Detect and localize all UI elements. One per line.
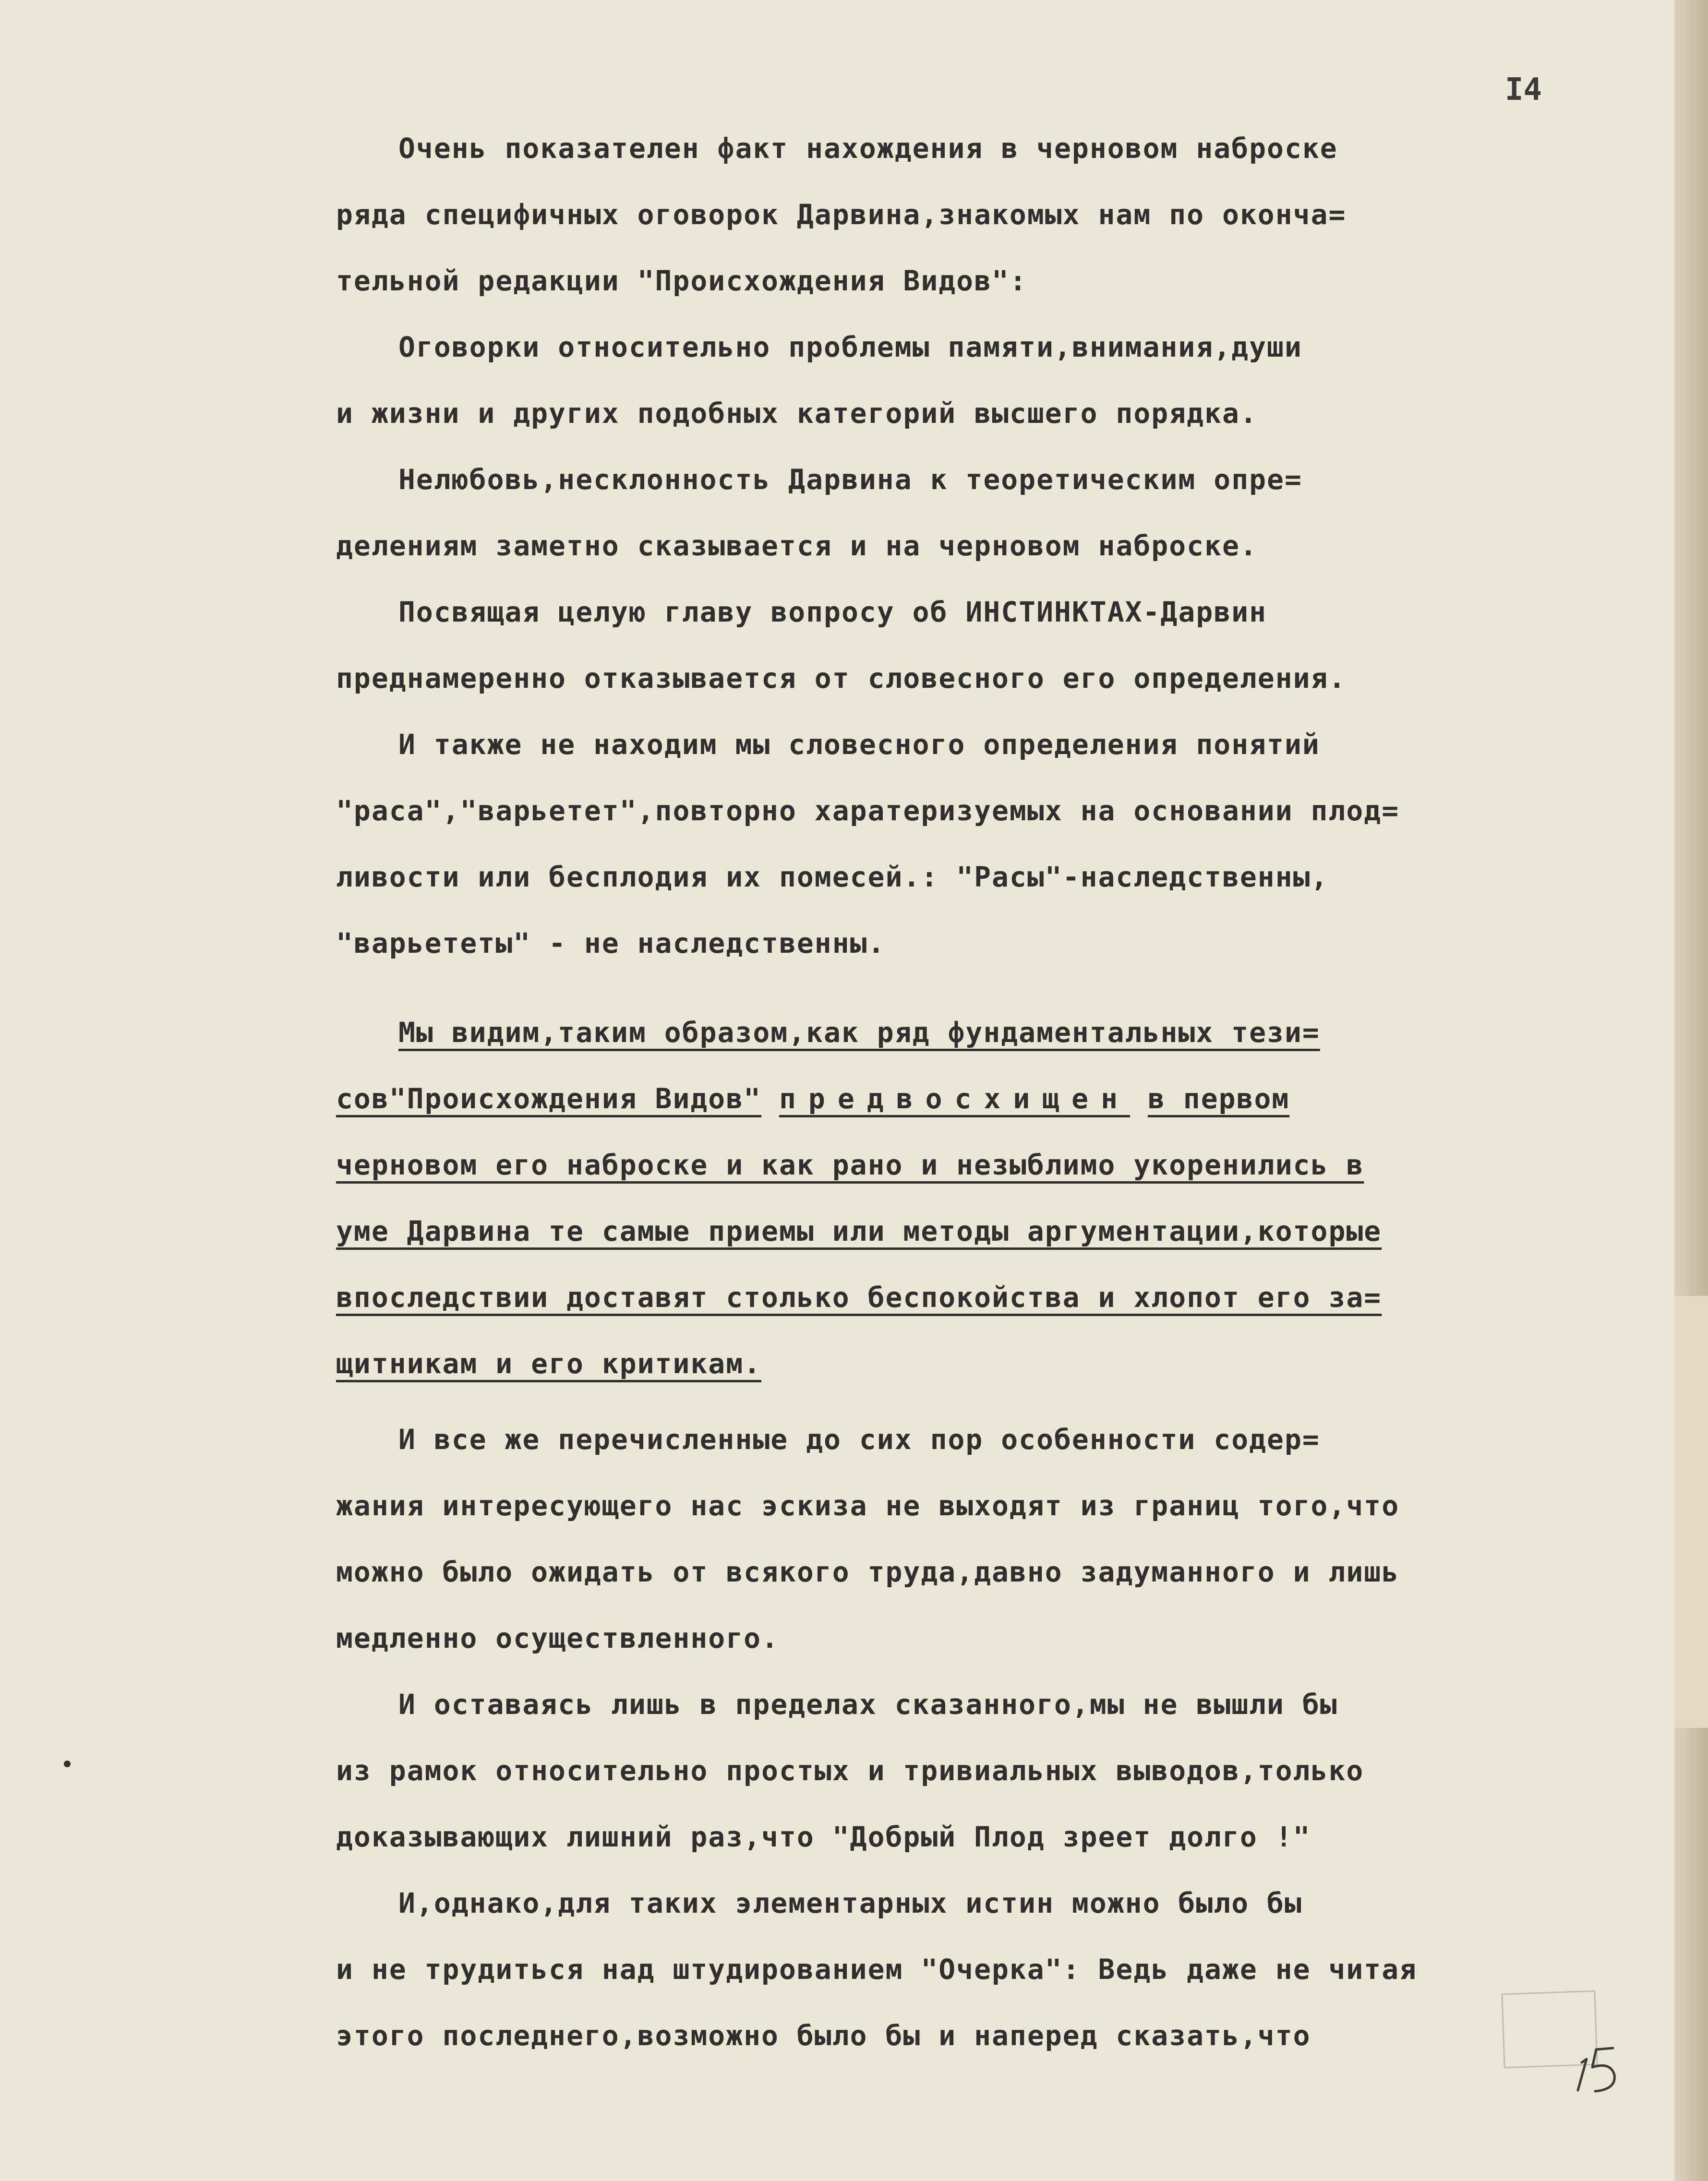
underlined-text: щитникам и его критикам.	[336, 1347, 762, 1380]
text-line: Посвящая целую главу вопросу об ИНСТИНКТАХ-Дарвин	[398, 596, 1267, 628]
paragraph-2	[336, 314, 1608, 446]
paragraph-gap	[336, 1397, 1608, 1406]
text-line	[336, 999, 1608, 1066]
text-line: делениям заметно сказывается и на черновом наброске.	[336, 529, 1258, 562]
paragraph-6	[336, 1406, 1608, 1671]
text-line	[336, 1066, 1608, 1132]
page-number: I4	[1505, 72, 1542, 108]
text-line	[336, 1264, 1608, 1330]
text-line: "раса","варьетет",повторно харатеризуемых на основании плод=	[336, 794, 1400, 827]
spaced-emphasis-word: предвосхищен	[779, 1082, 1131, 1115]
text-line: ливости или бесплодия их помесей.: "Расы"-наследственны,	[336, 861, 1329, 893]
body-text	[336, 115, 1608, 2069]
handwritten-folio-number	[1567, 2037, 1639, 2100]
text-line: из рамок относительно простых и тривиальных выводов,только	[336, 1754, 1364, 1787]
text-line: И оставаясь лишь в пределах сказанного,мы не вышли бы	[398, 1688, 1338, 1721]
text-line: И все же перечисленные до сих пор особенности содер=	[398, 1423, 1320, 1456]
underlined-text: в первом	[1147, 1082, 1290, 1115]
underlined-text: черновом его наброске и как рано и незыблимо укоренились в	[336, 1149, 1364, 1181]
text-line: Оговорки относительно проблемы памяти,внимания,души	[398, 331, 1302, 363]
text-line: этого последнего,возможно было бы и наперед сказать,что	[336, 2019, 1311, 2052]
paragraph-7	[336, 1671, 1608, 1870]
text-line: преднамеренно отказывается от словесного его определения.	[336, 662, 1347, 695]
underlined-text: Мы видим,таким образом,как ряд фундаментальных тези=	[398, 1016, 1320, 1049]
text-line: Очень показателен факт нахождения в черновом наброске	[398, 132, 1338, 165]
page-edge-tear	[1674, 1296, 1708, 1728]
text-line	[336, 1132, 1608, 1198]
paragraph-4	[336, 579, 1608, 711]
ink-dot-mark	[64, 1761, 71, 1767]
text-line: медленно осуществленного.	[336, 1622, 779, 1654]
paragraph-3	[336, 446, 1608, 579]
underlined-text: сов"Происхождения Видов"	[336, 1082, 762, 1115]
text-line: "варьететы" - не наследственны.	[336, 927, 886, 959]
text-line: И,однако,для таких элементарных истин можно было бы	[398, 1887, 1302, 1919]
text-line: И также не находим мы словесного определения понятий	[398, 728, 1320, 761]
text-line: и жизни и других подобных категорий высшего порядка.	[336, 397, 1258, 430]
text-line: жания интересующего нас эскиза не выходят из границ того,что	[336, 1489, 1400, 1522]
page-edge-stack	[1674, 0, 1708, 2181]
paragraph-8	[336, 1870, 1608, 2069]
paragraph-5	[336, 711, 1608, 976]
text-line: ряда специфичных оговорок Дарвина,знакомых нам по оконча=	[336, 198, 1347, 231]
text-line: доказывающих лишний раз,что "Добрый Плод зреет долго !"	[336, 1821, 1311, 1853]
text-line: и не трудиться над штудированием "Очерка": Ведь даже не читая	[336, 1953, 1418, 1986]
text-line: Нелюбовь,несклонность Дарвина к теоретическим опре=	[398, 463, 1302, 496]
underlined-text: впоследствии доставят столько беспокойства и хлопот его за=	[336, 1281, 1382, 1314]
underlined-text: уме Дарвина те самые приемы или методы аргументации,которые	[336, 1215, 1382, 1247]
text-line	[336, 1198, 1608, 1264]
underlined-paragraph	[336, 999, 1608, 1397]
text-line: тельной редакции "Происхождения Видов":	[336, 264, 1027, 297]
text-line: можно было ожидать от всякого труда,давно задуманного и лишь	[336, 1556, 1400, 1588]
text-line	[336, 1330, 1608, 1397]
paragraph-gap	[336, 976, 1608, 999]
paragraph-1	[336, 115, 1608, 314]
